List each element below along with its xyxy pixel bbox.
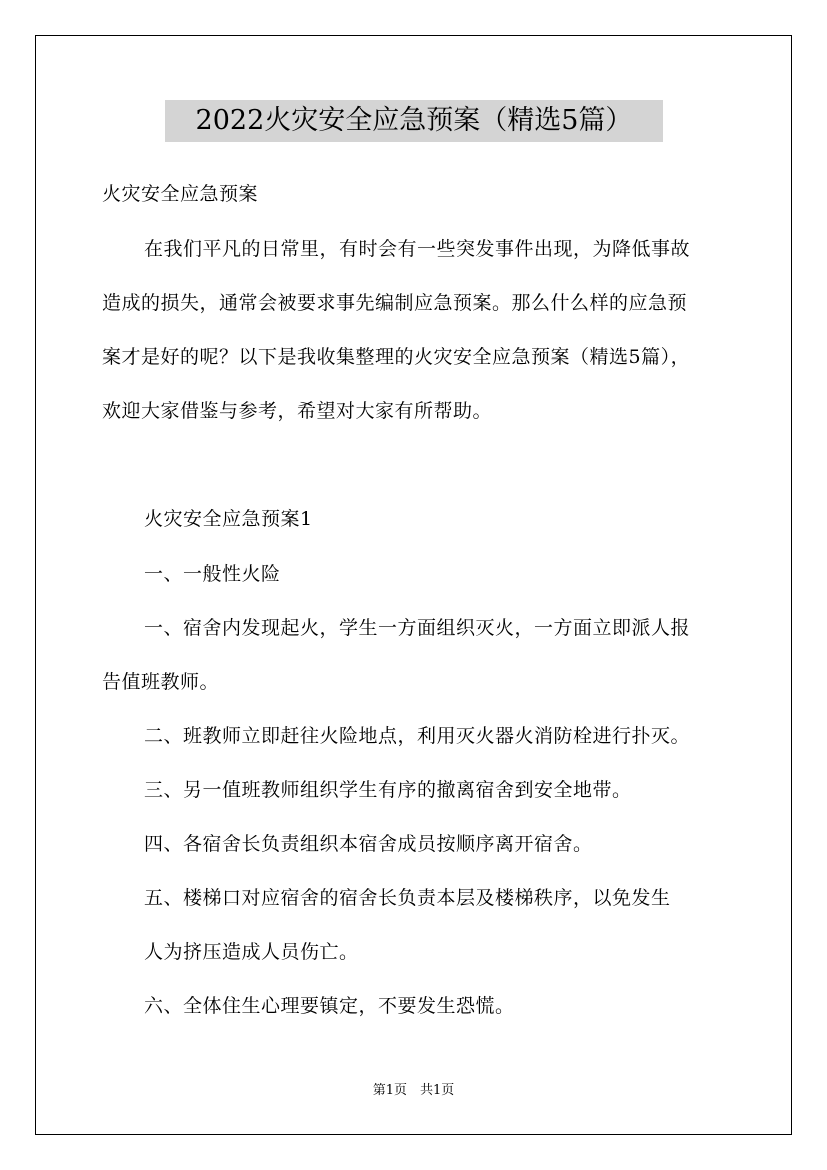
item-line-5: 四、各宿舍长负责组织本宿舍成员按顺序离开宿舍。 [144,833,593,855]
section-title: 火灾安全应急预案1 [144,508,313,530]
intro-line-4: 欢迎大家借鉴与参考，希望对大家有所帮助。 [102,400,493,422]
subsection-title: 一、一般性火险 [144,563,281,585]
intro-line-3: 案才是好的呢？以下是我收集整理的火灾安全应急预案（精选5篇）， [102,346,691,368]
intro-line-2: 造成的损失，通常会被要求事先编制应急预案。那么什么样的应急预 [102,292,688,314]
document-title: 2022火灾安全应急预案（精选5篇） [165,100,663,142]
item-line-7: 人为挤压造成人员伤亡。 [144,941,359,963]
page-footer: 第1页 共1页 [372,1083,455,1098]
item-line-8: 六、全体住生心理要镇定，不要发生恐慌。 [144,995,515,1017]
item-line-4: 三、另一值班教师组织学生有序的撤离宿舍到安全地带。 [144,779,632,801]
intro-line-1: 在我们平凡的日常里，有时会有一些突发事件出现，为降低事故 [144,238,691,260]
item-line-1: 一、宿舍内发现起火，学生一方面组织灭火，一方面立即派人报 [144,617,691,639]
document-heading: 火灾安全应急预案 [102,183,259,205]
item-line-6: 五、楼梯口对应宿舍的宿舍长负责本层及楼梯秩序，以免发生 [144,887,671,909]
item-line-2: 告值班教师。 [102,671,220,693]
item-line-3: 二、班教师立即赶往火险地点，利用灭火器火消防栓进行扑灭。 [144,725,691,747]
